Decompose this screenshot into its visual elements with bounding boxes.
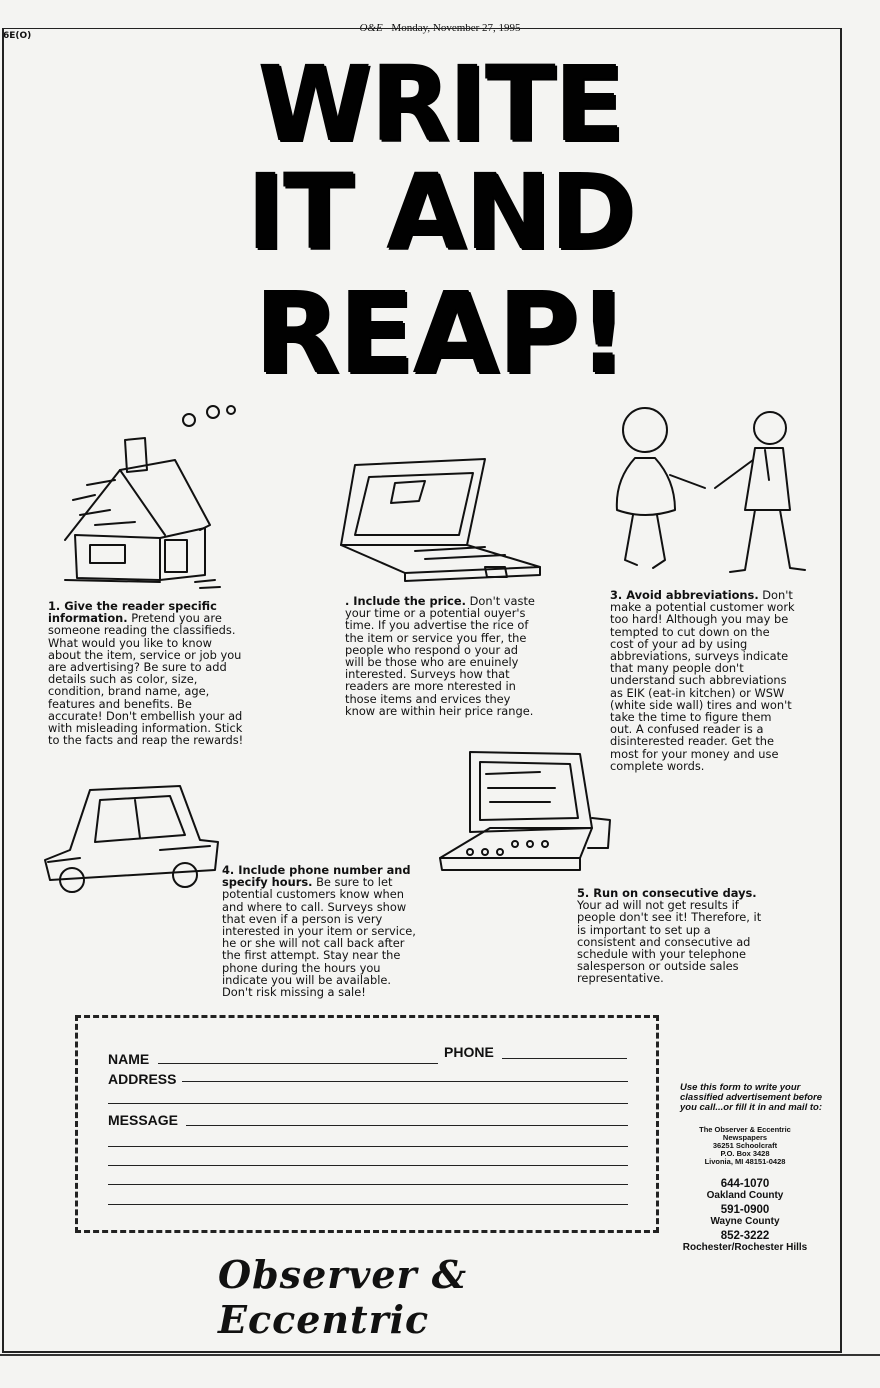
tip-2 [345, 595, 540, 717]
headline-line-1: WRITE [257, 43, 623, 165]
address-line: 36251 Schoolcraft [712, 1141, 778, 1150]
house-icon [55, 400, 225, 585]
tip-3-title: 3. Avoid abbreviations. [610, 588, 759, 602]
headline-line-3: REAP! [253, 269, 627, 399]
address-field[interactable] [182, 1081, 628, 1082]
section-label: 6E(O) [3, 31, 32, 41]
phone-label: PHONE [444, 1044, 494, 1060]
phone-oakland [680, 1178, 810, 1201]
couple-icon [605, 400, 810, 585]
tip-5-body: Your ad will not get results if people don't see it! Therefore, it is important to set up a consistent and consecutive ad schedule with your telephone salesperson or outside sales representative. [577, 898, 762, 986]
headline-line-2: IT AND [246, 151, 634, 273]
ad-form [75, 1015, 659, 1233]
tip-4-body: Be sure to let potential customers know when and where to call. Surveys show that even if a person is very interested in your item or service, he or she will not call back after the first attempt. Stay near the phone during the hours you indicate you will be available. Don't risk missing a sale! [222, 875, 416, 1000]
tip-2-body: Don't vaste your time or a potential ouyer's time. If you advertise the rice of the item or service you ffer, the people who respond o your ad will be those who are enuinely interested. Surveys how that readers are more nterested in those items and ervices they know are within heir price range. [345, 594, 535, 718]
phone-area: Wayne County [710, 1216, 780, 1227]
address-field-line-2[interactable] [108, 1103, 628, 1104]
message-label: MESSAGE [108, 1112, 179, 1128]
publication-abbrev: O&E [359, 22, 383, 34]
briefcase-icon [335, 455, 545, 585]
form-instructions: Use this form to write your classified advertisement before you call...or fill it in and mail to: [680, 1082, 823, 1113]
message-field-line-4[interactable] [108, 1184, 628, 1185]
headline [0, 43, 880, 399]
message-field-line-3[interactable] [108, 1165, 628, 1166]
name-field[interactable] [158, 1063, 438, 1064]
issue-date: Monday, November 27, 1995 [391, 22, 521, 34]
name-label: NAME [108, 1051, 150, 1067]
address-line: Newspapers [722, 1133, 768, 1142]
bottom-rule [0, 1354, 880, 1356]
tip-1-title: 1. Give the reader specific information. [48, 599, 217, 626]
phone-field[interactable] [502, 1058, 627, 1059]
car-icon [40, 780, 220, 900]
address-label: ADDRESS [108, 1071, 177, 1087]
message-field-line-5[interactable] [108, 1204, 628, 1205]
tip-5-title: 5. Run on consecutive days. [577, 886, 757, 900]
tip-3 [610, 589, 795, 772]
message-field[interactable] [186, 1125, 628, 1126]
address-line: The Observer & Eccentric [699, 1125, 791, 1134]
computer-icon [430, 748, 620, 878]
tip-3-body: Don't make a potential customer work too hard! Although you may be tempted to cut down on the cost of your ad by using abbreviations, surveys indicate that many people don't understand such abbreviations as EIK (eat-in kitchen) or WSW (white side wall) tires and won't take the time to figure them out. A confused reader is a disinterested reader. Get the most for your money and use complete words. [610, 588, 795, 773]
phone-area: Rochester/Rochester Hills [682, 1242, 808, 1253]
mailing-address [680, 1126, 810, 1166]
tip-5 [577, 887, 772, 985]
phone-rochester [680, 1230, 810, 1253]
tip-1-body: Pretend you are someone reading the classifieds. What would you like to know about the item, service or job you are advertising? Be sure to add details such as color, size, condition, brand name, age, features and benefits. Be accurate! Don't embellish your ad with misleading information. Stick to the facts and reap the rewards! [48, 611, 244, 748]
newspaper-logo: Observer & Eccentric [218, 1252, 468, 1342]
message-field-line-2[interactable] [108, 1146, 628, 1147]
phone-number: 644-1070 [720, 1178, 770, 1190]
phone-number: 852-3222 [720, 1230, 770, 1242]
phone-wayne [680, 1204, 810, 1227]
tip-1 [48, 600, 248, 746]
tip-2-title: . Include the price. [345, 594, 466, 608]
address-line: P.O. Box 3428 [720, 1149, 770, 1158]
tip-4-title: 4. Include phone number and specify hours. [222, 863, 411, 890]
phone-area: Oakland County [706, 1190, 784, 1201]
address-line: Livonia, MI 48151-0428 [704, 1157, 786, 1166]
tip-4 [222, 864, 417, 998]
phone-number: 591-0900 [720, 1204, 770, 1216]
